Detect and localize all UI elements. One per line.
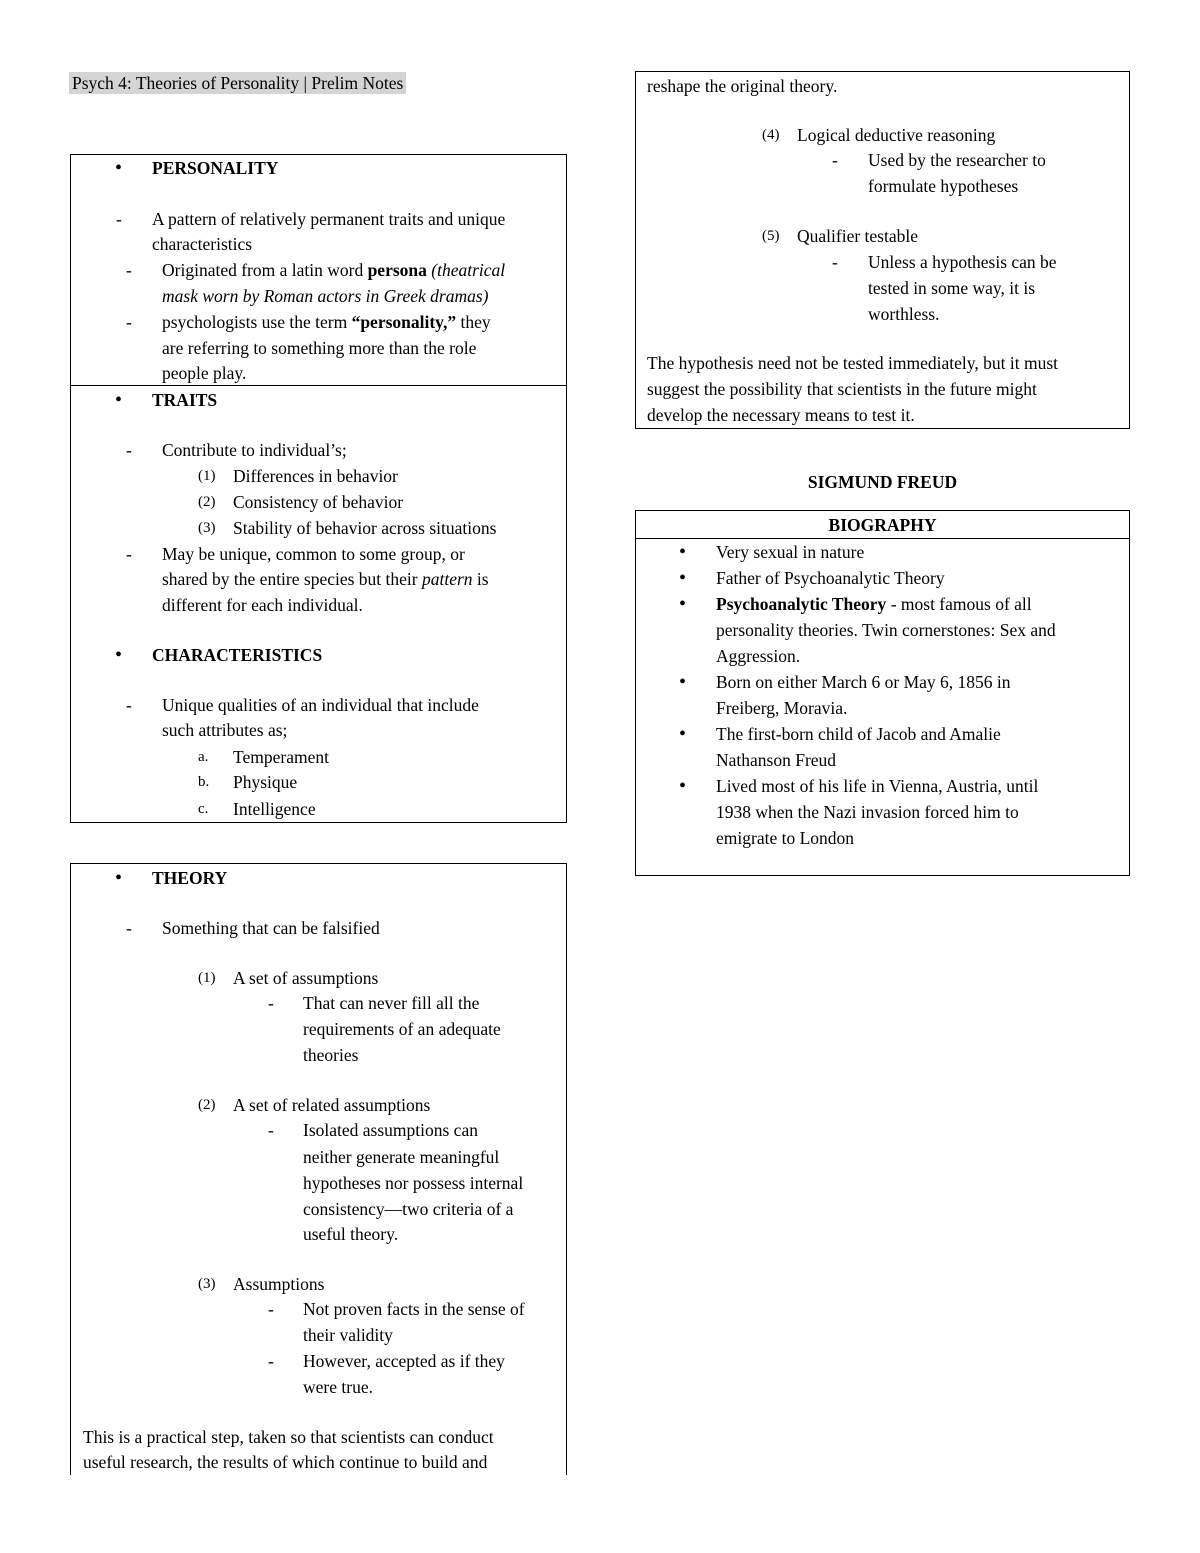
- continued-item4-sub: Used by the researcher to: [868, 150, 1046, 170]
- theory-item2-sub: neither generate meaningful: [303, 1147, 500, 1167]
- characteristics-item: Intelligence: [233, 799, 316, 819]
- theory-item3-sub: were true.: [303, 1377, 373, 1397]
- personality-heading: PERSONALITY: [152, 158, 279, 178]
- traits-heading: TRAITS: [152, 390, 218, 410]
- continued-closing-line2: suggest the possibility that scientists in the future might: [647, 379, 1037, 399]
- bullet-icon: •: [679, 593, 687, 615]
- theory-item2-sub: useful theory.: [303, 1224, 399, 1244]
- biography-heading: BIOGRAPHY: [828, 515, 937, 535]
- bio-item-5-line2: Nathanson Freud: [716, 750, 837, 770]
- bio-item-3-line1: Psychoanalytic Theory - most famous of all: [716, 594, 1032, 614]
- bio-item-1: Very sexual in nature: [716, 542, 865, 562]
- characteristics-line2: such attributes as;: [162, 720, 288, 740]
- personality-origin-line1: Originated from a latin word persona (theatrical: [162, 260, 506, 280]
- dash-icon: -: [116, 209, 122, 229]
- continued-item-num: (5): [762, 228, 780, 244]
- theory-item-num: (2): [198, 1097, 216, 1113]
- continued-item4: Logical deductive reasoning: [797, 125, 996, 145]
- bio-item-6-line1: Lived most of his life in Vienna, Austria, until: [716, 776, 1039, 796]
- bullet-icon: •: [679, 723, 687, 745]
- dash-icon: -: [126, 544, 132, 564]
- theory-closing-line1: This is a practical step, taken so that scientists can conduct: [83, 1427, 494, 1447]
- continued-item5-sub: Unless a hypothesis can be: [868, 252, 1057, 272]
- bullet-icon: •: [679, 567, 687, 589]
- personality-def-line1: A pattern of relatively permanent traits and unique: [152, 209, 506, 229]
- personality-psych-line1: psychologists use the term “personality,” they: [162, 312, 491, 332]
- characteristics-item-num: c.: [198, 801, 209, 817]
- bullet-icon: •: [679, 541, 687, 563]
- theory-item-num: (3): [198, 1276, 216, 1292]
- personality-def-line2: characteristics: [152, 234, 253, 254]
- theory-item1: A set of assumptions: [233, 968, 379, 988]
- theory-item2-sub: Isolated assumptions can: [303, 1120, 478, 1140]
- freud-title: SIGMUND FREUD: [807, 472, 958, 492]
- page-header: Psych 4: Theories of Personality | Prelim Notes: [69, 72, 406, 94]
- traits-item-num: (3): [198, 520, 216, 536]
- continued-item-num: (4): [762, 127, 780, 143]
- bullet-icon: •: [679, 775, 687, 797]
- theory-falsified: Something that can be falsified: [162, 918, 380, 938]
- dash-icon: -: [268, 1120, 274, 1140]
- traits-item: Consistency of behavior: [233, 492, 404, 512]
- bio-item-3-line3: Aggression.: [716, 646, 801, 666]
- theory-item3-sub: Not proven facts in the sense of: [303, 1299, 525, 1319]
- continued-closing-line1: The hypothesis need not be tested immediately, but it must: [647, 353, 1059, 373]
- theory-heading: THEORY: [152, 868, 228, 888]
- characteristics-item: Physique: [233, 772, 298, 792]
- theory-closing-line2: useful research, the results of which continue to build and: [83, 1452, 488, 1472]
- bio-item-2: Father of Psychoanalytic Theory: [716, 568, 945, 588]
- bio-item-6-line3: emigrate to London: [716, 828, 855, 848]
- dash-icon: -: [832, 150, 838, 170]
- characteristics-item-num: b.: [198, 774, 210, 790]
- theory-item3-sub: However, accepted as if they: [303, 1351, 505, 1371]
- personality-box: [70, 154, 567, 823]
- traits-item-num: (1): [198, 468, 216, 484]
- characteristics-item: Temperament: [233, 747, 329, 767]
- theory-item1-sub: requirements of an adequate: [303, 1019, 501, 1039]
- theory-item2-sub: consistency—two criteria of a: [303, 1199, 514, 1219]
- continued-line0: reshape the original theory.: [647, 76, 838, 96]
- characteristics-item-num: a.: [198, 749, 209, 765]
- dash-icon: -: [268, 1351, 274, 1371]
- dash-icon: -: [126, 440, 132, 460]
- theory-item3-sub: their validity: [303, 1325, 393, 1345]
- personality-psych-line3: people play.: [162, 363, 247, 383]
- theory-item2-sub: hypotheses nor possess internal: [303, 1173, 524, 1193]
- dash-icon: -: [126, 695, 132, 715]
- theory-item1-sub: That can never fill all the: [303, 993, 480, 1013]
- continued-item5: Qualifier testable: [797, 226, 918, 246]
- bio-item-5-line1: The first-born child of Jacob and Amalie: [716, 724, 1001, 744]
- bio-item-4-line1: Born on either March 6 or May 6, 1856 in: [716, 672, 1011, 692]
- traits-item: Stability of behavior across situations: [233, 518, 497, 538]
- continued-closing-line3: develop the necessary means to test it.: [647, 405, 915, 425]
- traits-unique-line2: shared by the entire species but their pattern is: [162, 569, 489, 589]
- biography-box: [635, 510, 1130, 876]
- bullet-icon: •: [115, 157, 123, 179]
- theory-box: [70, 863, 567, 1475]
- dash-icon: -: [268, 993, 274, 1013]
- bio-item-3-line2: personality theories. Twin cornerstones: Sex and: [716, 620, 1056, 640]
- bio-item-6-line2: 1938 when the Nazi invasion forced him to: [716, 802, 1019, 822]
- dash-icon: -: [126, 260, 132, 280]
- dash-icon: -: [268, 1299, 274, 1319]
- section-divider: [636, 538, 1129, 539]
- continued-item5-sub: tested in some way, it is: [868, 278, 1036, 298]
- bullet-icon: •: [115, 644, 123, 666]
- characteristics-heading: CHARACTERISTICS: [152, 645, 323, 665]
- theory-item2: A set of related assumptions: [233, 1095, 431, 1115]
- theory-item1-sub: theories: [303, 1045, 359, 1065]
- theory-continued-box: [635, 71, 1130, 429]
- theory-item3: Assumptions: [233, 1274, 325, 1294]
- section-divider: [71, 385, 566, 386]
- traits-unique-line1: May be unique, common to some group, or: [162, 544, 465, 564]
- traits-contribute: Contribute to individual’s;: [162, 440, 347, 460]
- traits-unique-line3: different for each individual.: [162, 595, 363, 615]
- continued-item4-sub: formulate hypotheses: [868, 176, 1019, 196]
- dash-icon: -: [832, 252, 838, 272]
- bullet-icon: •: [679, 671, 687, 693]
- bio-item-4-line2: Freiberg, Moravia.: [716, 698, 848, 718]
- continued-item5-sub: worthless.: [868, 304, 940, 324]
- traits-item: Differences in behavior: [233, 466, 398, 486]
- traits-item-num: (2): [198, 494, 216, 510]
- bullet-icon: •: [115, 867, 123, 889]
- characteristics-line1: Unique qualities of an individual that include: [162, 695, 479, 715]
- bullet-icon: •: [115, 389, 123, 411]
- dash-icon: -: [126, 918, 132, 938]
- dash-icon: -: [126, 312, 132, 332]
- theory-item-num: (1): [198, 970, 216, 986]
- personality-psych-line2: are referring to something more than the role: [162, 338, 477, 358]
- personality-origin-line2: mask worn by Roman actors in Greek dramas): [162, 286, 489, 306]
